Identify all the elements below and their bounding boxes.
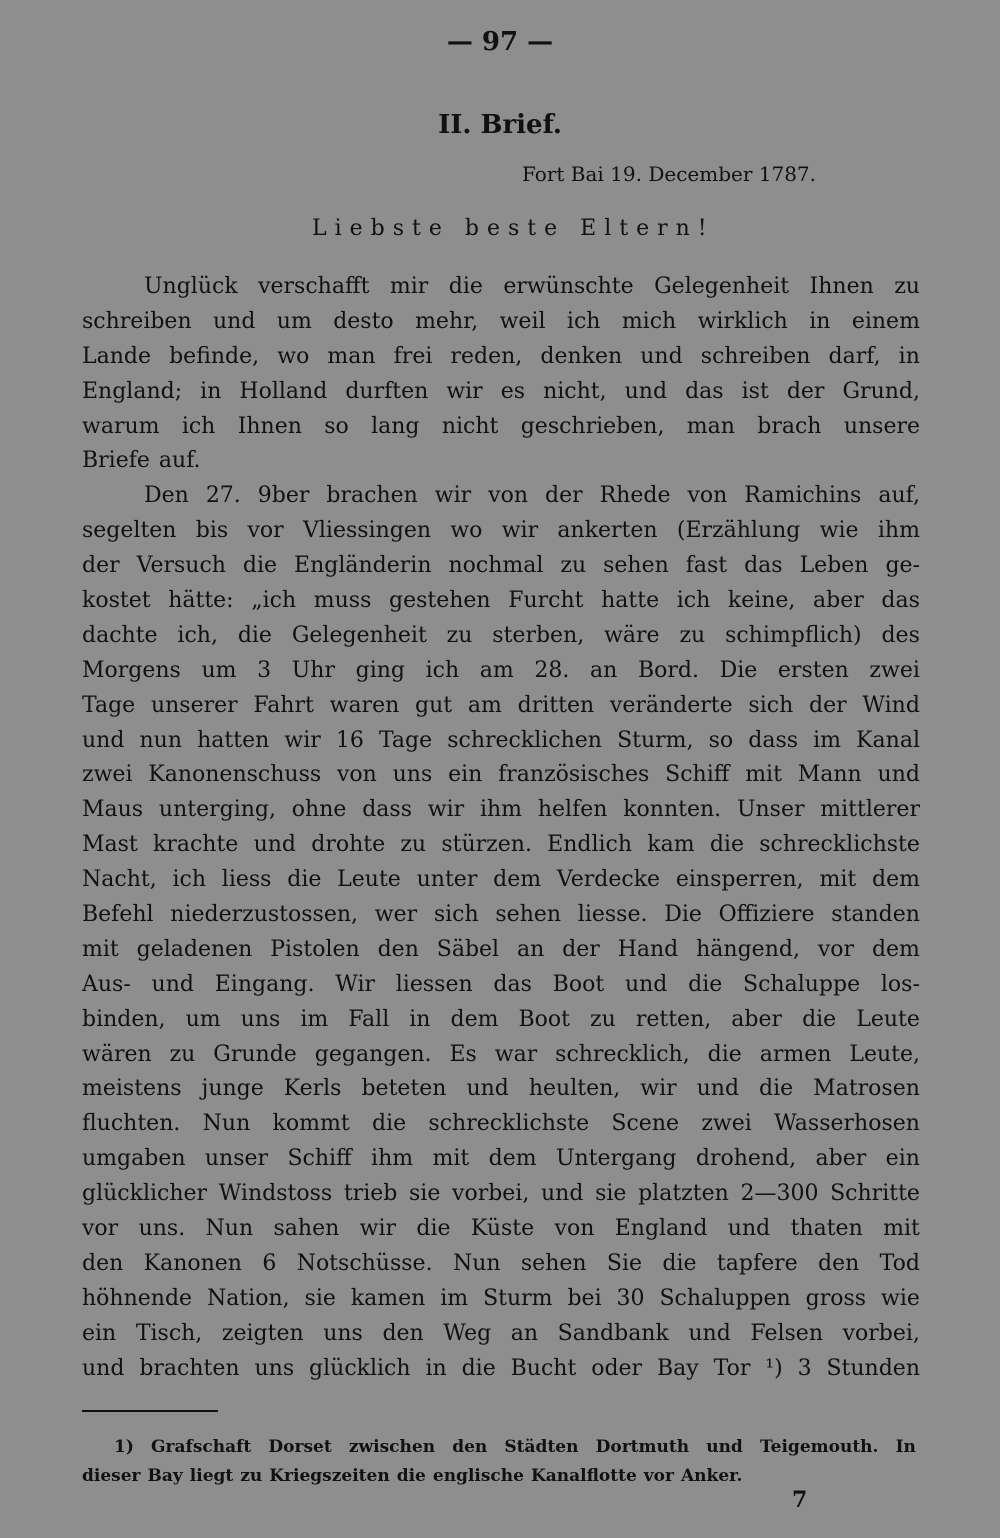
text-line: binden, um uns im Fall in dem Boot zu retten, aber die Leute xyxy=(82,1006,920,1032)
letter-body xyxy=(82,270,920,1387)
text-line: und nun hatten wir 16 Tage schrecklichen Sturm, so dass im Kanal xyxy=(82,727,920,753)
text-line: Mast krachte und drohte zu stürzen. Endlich kam die schrecklichste xyxy=(82,832,920,858)
letter-heading: II. Brief. xyxy=(438,110,562,140)
text-line: der Versuch die Engländerin nochmal zu sehen fast das Leben ge- xyxy=(82,553,920,579)
text-line: Tage unserer Fahrt waren gut am dritten veränderte sich der Wind xyxy=(82,692,920,718)
text-line: und brachten uns glücklich in die Bucht oder Bay Tor ¹) 3 Stunden xyxy=(82,1355,920,1381)
page-number: — 97 — xyxy=(446,27,554,57)
text-line: Nacht, ich liess die Leute unter dem Verdecke einsperren, mit dem xyxy=(82,867,920,893)
text-line: den Kanonen 6 Notschüsse. Nun sehen Sie die tapfere den Tod xyxy=(82,1250,920,1276)
text-line: Befehl niederzustossen, wer sich sehen liesse. Die Offiziere standen xyxy=(82,902,920,928)
text-line: mit geladenen Pistolen den Säbel an der Hand hängend, vor dem xyxy=(82,936,920,962)
text-line: schreiben und um desto mehr, weil ich mich wirklich in einem xyxy=(82,308,920,334)
text-line: Maus unterging, ohne dass wir ihm helfen konnten. Unser mittlerer xyxy=(82,797,920,823)
signature-mark: 7 xyxy=(792,1487,808,1513)
text-line: vor uns. Nun sahen wir die Küste von England und thaten mit xyxy=(82,1216,920,1242)
text-line: ein Tisch, zeigten uns den Weg an Sandbank und Felsen vorbei, xyxy=(82,1320,920,1346)
text-line: dachte ich, die Gelegenheit zu sterben, wäre zu schimpflich) des xyxy=(82,622,920,648)
text-line: Aus- und Eingang. Wir liessen das Boot und die Schaluppe los- xyxy=(82,971,920,997)
text-line: höhnende Nation, sie kamen im Sturm bei 30 Schaluppen gross wie xyxy=(82,1285,920,1311)
text-line: wären zu Grunde gegangen. Es war schrecklich, die armen Leute, xyxy=(82,1041,920,1067)
text-line: Lande befinde, wo man frei reden, denken und schreiben darf, in xyxy=(82,343,920,369)
salutation: Liebste beste Eltern! xyxy=(312,216,715,241)
text-line: zwei Kanonenschuss von uns ein französisches Schiff mit Mann und xyxy=(82,762,920,788)
text-line: Morgens um 3 Uhr ging ich am 28. an Bord. Die ersten zwei xyxy=(82,657,920,683)
text-line: kostet hätte: „ich muss gestehen Furcht hatte ich keine, aber das xyxy=(82,588,920,614)
text-line: warum ich Ihnen so lang nicht geschrieben, man brach unsere xyxy=(82,413,920,439)
footnote-line: dieser Bay liegt zu Kriegszeiten die englische Kanalflotte vor Anker. xyxy=(82,1466,743,1486)
footnote-line: 1) Grafschaft Dorset zwischen den Städten Dortmuth und Teigemouth. In xyxy=(114,1437,916,1457)
footnotes xyxy=(82,1433,916,1491)
text-line: Briefe auf. xyxy=(82,448,201,474)
text-line: fluchten. Nun kommt die schrecklichste Scene zwei Wasserhosen xyxy=(82,1111,920,1137)
text-line: meistens junge Kerls beteten und heulten, wir und die Matrosen xyxy=(82,1076,920,1102)
text-line: umgaben unser Schiff ihm mit dem Untergang drohend, aber ein xyxy=(82,1146,920,1172)
text-line: England; in Holland durften wir es nicht, und das ist der Grund, xyxy=(82,378,920,404)
dateline: Fort Bai 19. December 1787. xyxy=(522,162,817,186)
text-line: segelten bis vor Vliessingen wo wir ankerten (Erzählung wie ihm xyxy=(82,518,920,544)
text-line: glücklicher Windstoss trieb sie vorbei, und sie platzten 2—300 Schritte xyxy=(82,1181,920,1207)
text-line: Unglück verschafft mir die erwünschte Gelegenheit Ihnen zu xyxy=(144,274,920,299)
footnote-rule xyxy=(82,1410,218,1412)
text-line: Den 27. 9ber brachen wir von der Rhede von Ramichins auf, xyxy=(144,483,920,509)
